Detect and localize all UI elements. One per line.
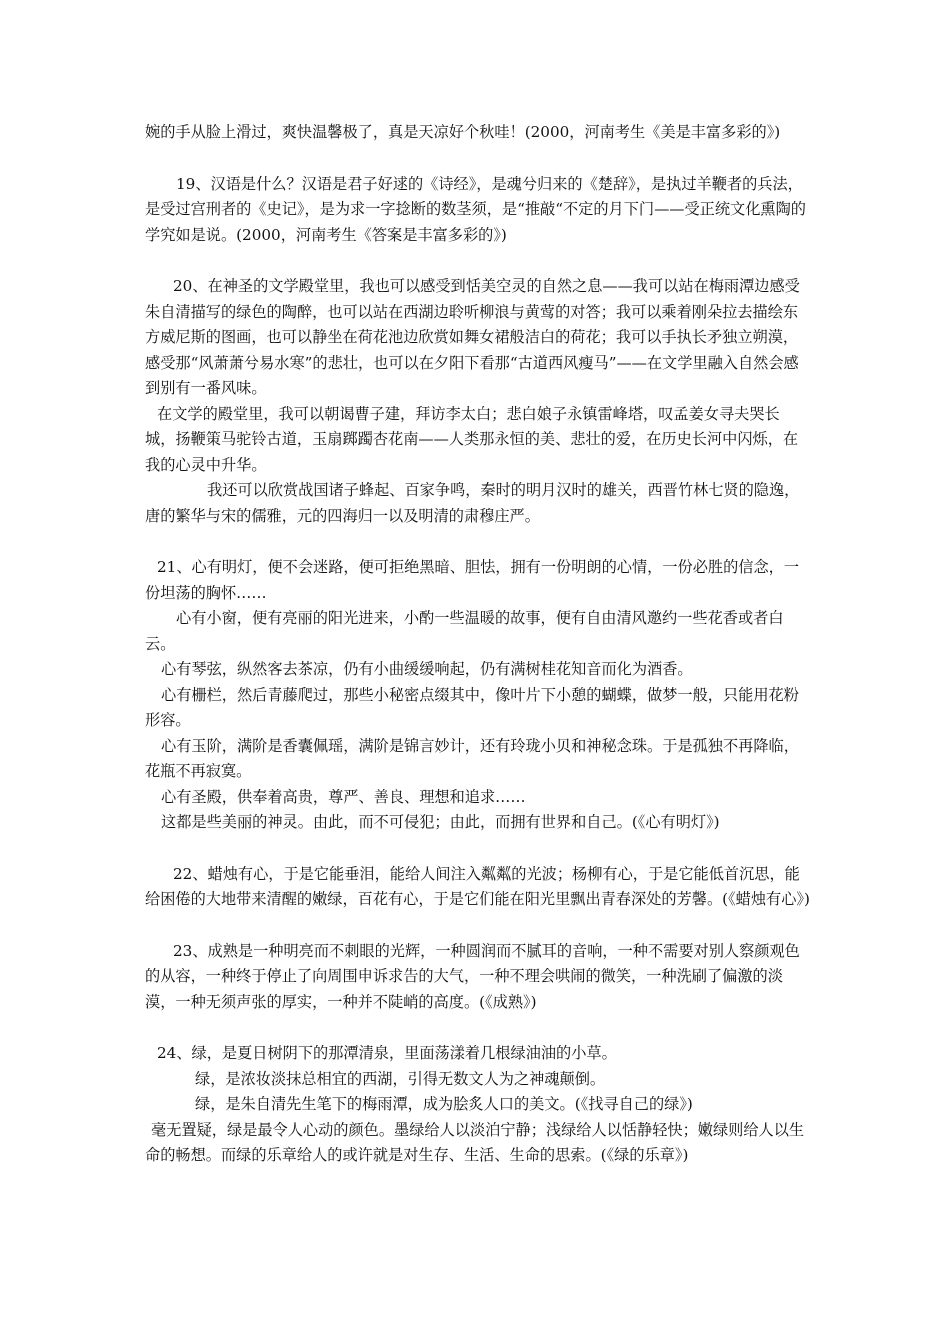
paragraph-24: 24、绿，是夏日树阴下的那潭清泉，里面荡漾着几根绿油油的小草。	[157, 1044, 617, 1062]
paragraph-20-history: 我还可以欣赏战国诸子蜂起、百家争鸣，秦时的明月汉时的雄关，西晋竹林七贤的隐逸，唐的繁华与宋的儒雅，元的四海归一以及明清的肃穆庄严。	[145, 481, 800, 525]
paragraph-19: 19、汉语是什么？汉语是君子好逑的《诗经》，是魂兮归来的《楚辞》，是执过羊鞭者的兵法，是受过宫刑者的《史记》，是为求一字捻断的数茎须，是“推敲“不定的月下门——受正统文化熏陶的学究如是说。(2000，河南考生《答案是丰富多彩的》)	[145, 174, 806, 244]
paragraph-21-temple: 心有圣殿，供奉着高贵，尊严、善良、理想和追求……	[161, 787, 526, 806]
paragraph-18-continued: 婉的手从脸上滑过，爽快温馨极了，真是天凉好个秋哇！(2000，河南考生《美是丰富多彩的》)	[145, 123, 781, 141]
paragraph-21: 21、心有明灯，便不会迷路，便可拒绝黑暗、胆怯，拥有一份明朗的心情，一份必胜的信念，一份坦荡的胸怀……	[145, 558, 800, 602]
paragraph-24-meiyutan: 绿，是朱自清先生笔下的梅雨潭，成为脍炙人口的美文。(《找寻自己的绿》)	[195, 1095, 693, 1113]
paragraph-gap	[145, 146, 810, 172]
paragraph-21-window: 心有小窗，便有亮丽的阳光进来，小酌一些温暖的故事，便有自由清风邀约一些花香或者白云。	[145, 609, 784, 653]
paragraph-24-green-movement: 毫无置疑，绿是最令人心动的颜色。墨绿给人以淡泊宁静；浅绿给人以恬静轻快；嫩绿则给人以生命的畅想。而绿的乐章给人的或许就是对生存、生活、生命的思索。(《绿的乐章》)	[145, 1120, 805, 1164]
paragraph-21-fence: 心有栅栏，然后青藤爬过，那些小秘密点缀其中，像叶片下小憩的蝴蝶，做梦一般，只能用花粉形容。	[145, 685, 799, 729]
paragraph-21-steps: 心有玉阶，满阶是香囊佩瑶，满阶是锦言妙计，还有玲珑小贝和神秘念珠。于是孤独不再降临，花瓶不再寂寞。	[145, 736, 799, 780]
paragraph-21-strings: 心有琴弦，纵然客去茶凉，仍有小曲缓缓响起，仍有满树桂花知音而化为酒香。	[161, 660, 693, 678]
paragraph-21-closing: 这都是些美丽的神灵。由此，而不可侵犯；由此，而拥有世界和自己。(《心有明灯》)	[161, 813, 720, 831]
paragraph-gap	[145, 913, 810, 939]
paragraph-20: 20、在神圣的文学殿堂里，我也可以感受到恬美空灵的自然之息——我可以站在梅雨潭边感受朱自清描写的绿色的陶醉，也可以站在西湖边聆听柳浪与黄莺的对答；我可以乘着刚朵拉去描绘东方威尼斯的图画，也可以静坐在荷花池边欣赏如舞女裙般洁白的荷花；我可以手执长矛独立朔漠，感受那“风萧萧兮易水寒”的悲壮，也可以在夕阳下看那“古道西风瘦马”——在文学里融入自然会感到别有一番风味。	[145, 277, 800, 397]
paragraph-20-hall: 在文学的殿堂里，我可以朝谒曹子建，拜访李太白；悲白娘子永镇雷峰塔，叹孟姜女寻夫哭长城，扬鞭策马驼铃古道，玉扇踯躅杏花南——人类那永恒的美、悲壮的爱，在历史长河中闪烁，在我的心灵中升华。	[145, 404, 799, 474]
paragraph-gap	[145, 836, 810, 862]
document-body	[145, 120, 810, 1169]
paragraph-23: 23、成熟是一种明亮而不刺眼的光辉，一种圆润而不腻耳的音响，一种不需要对别人察颜观色的从容，一种终于停止了向周围申诉求告的大气，一种不理会哄闹的微笑，一种洗刷了偏激的淡漠，一种无须声张的厚实，一种并不陡峭的高度。(《成熟》)	[145, 941, 800, 1011]
paragraph-gap	[145, 1015, 810, 1041]
paragraph-gap	[145, 248, 810, 274]
paragraph-gap	[145, 529, 810, 555]
paragraph-24-westlake: 绿，是浓妆淡抹总相宜的西湖，引得无数文人为之神魂颠倒。	[195, 1069, 606, 1088]
paragraph-22: 22、蜡烛有心，于是它能垂泪，能给人间注入粼粼的光波；杨柳有心，于是它能低首沉思，能给困倦的大地带来清醒的嫩绿，百花有心，于是它们能在阳光里飘出青春深处的芳馨。(《蜡烛有心》)	[145, 864, 810, 908]
